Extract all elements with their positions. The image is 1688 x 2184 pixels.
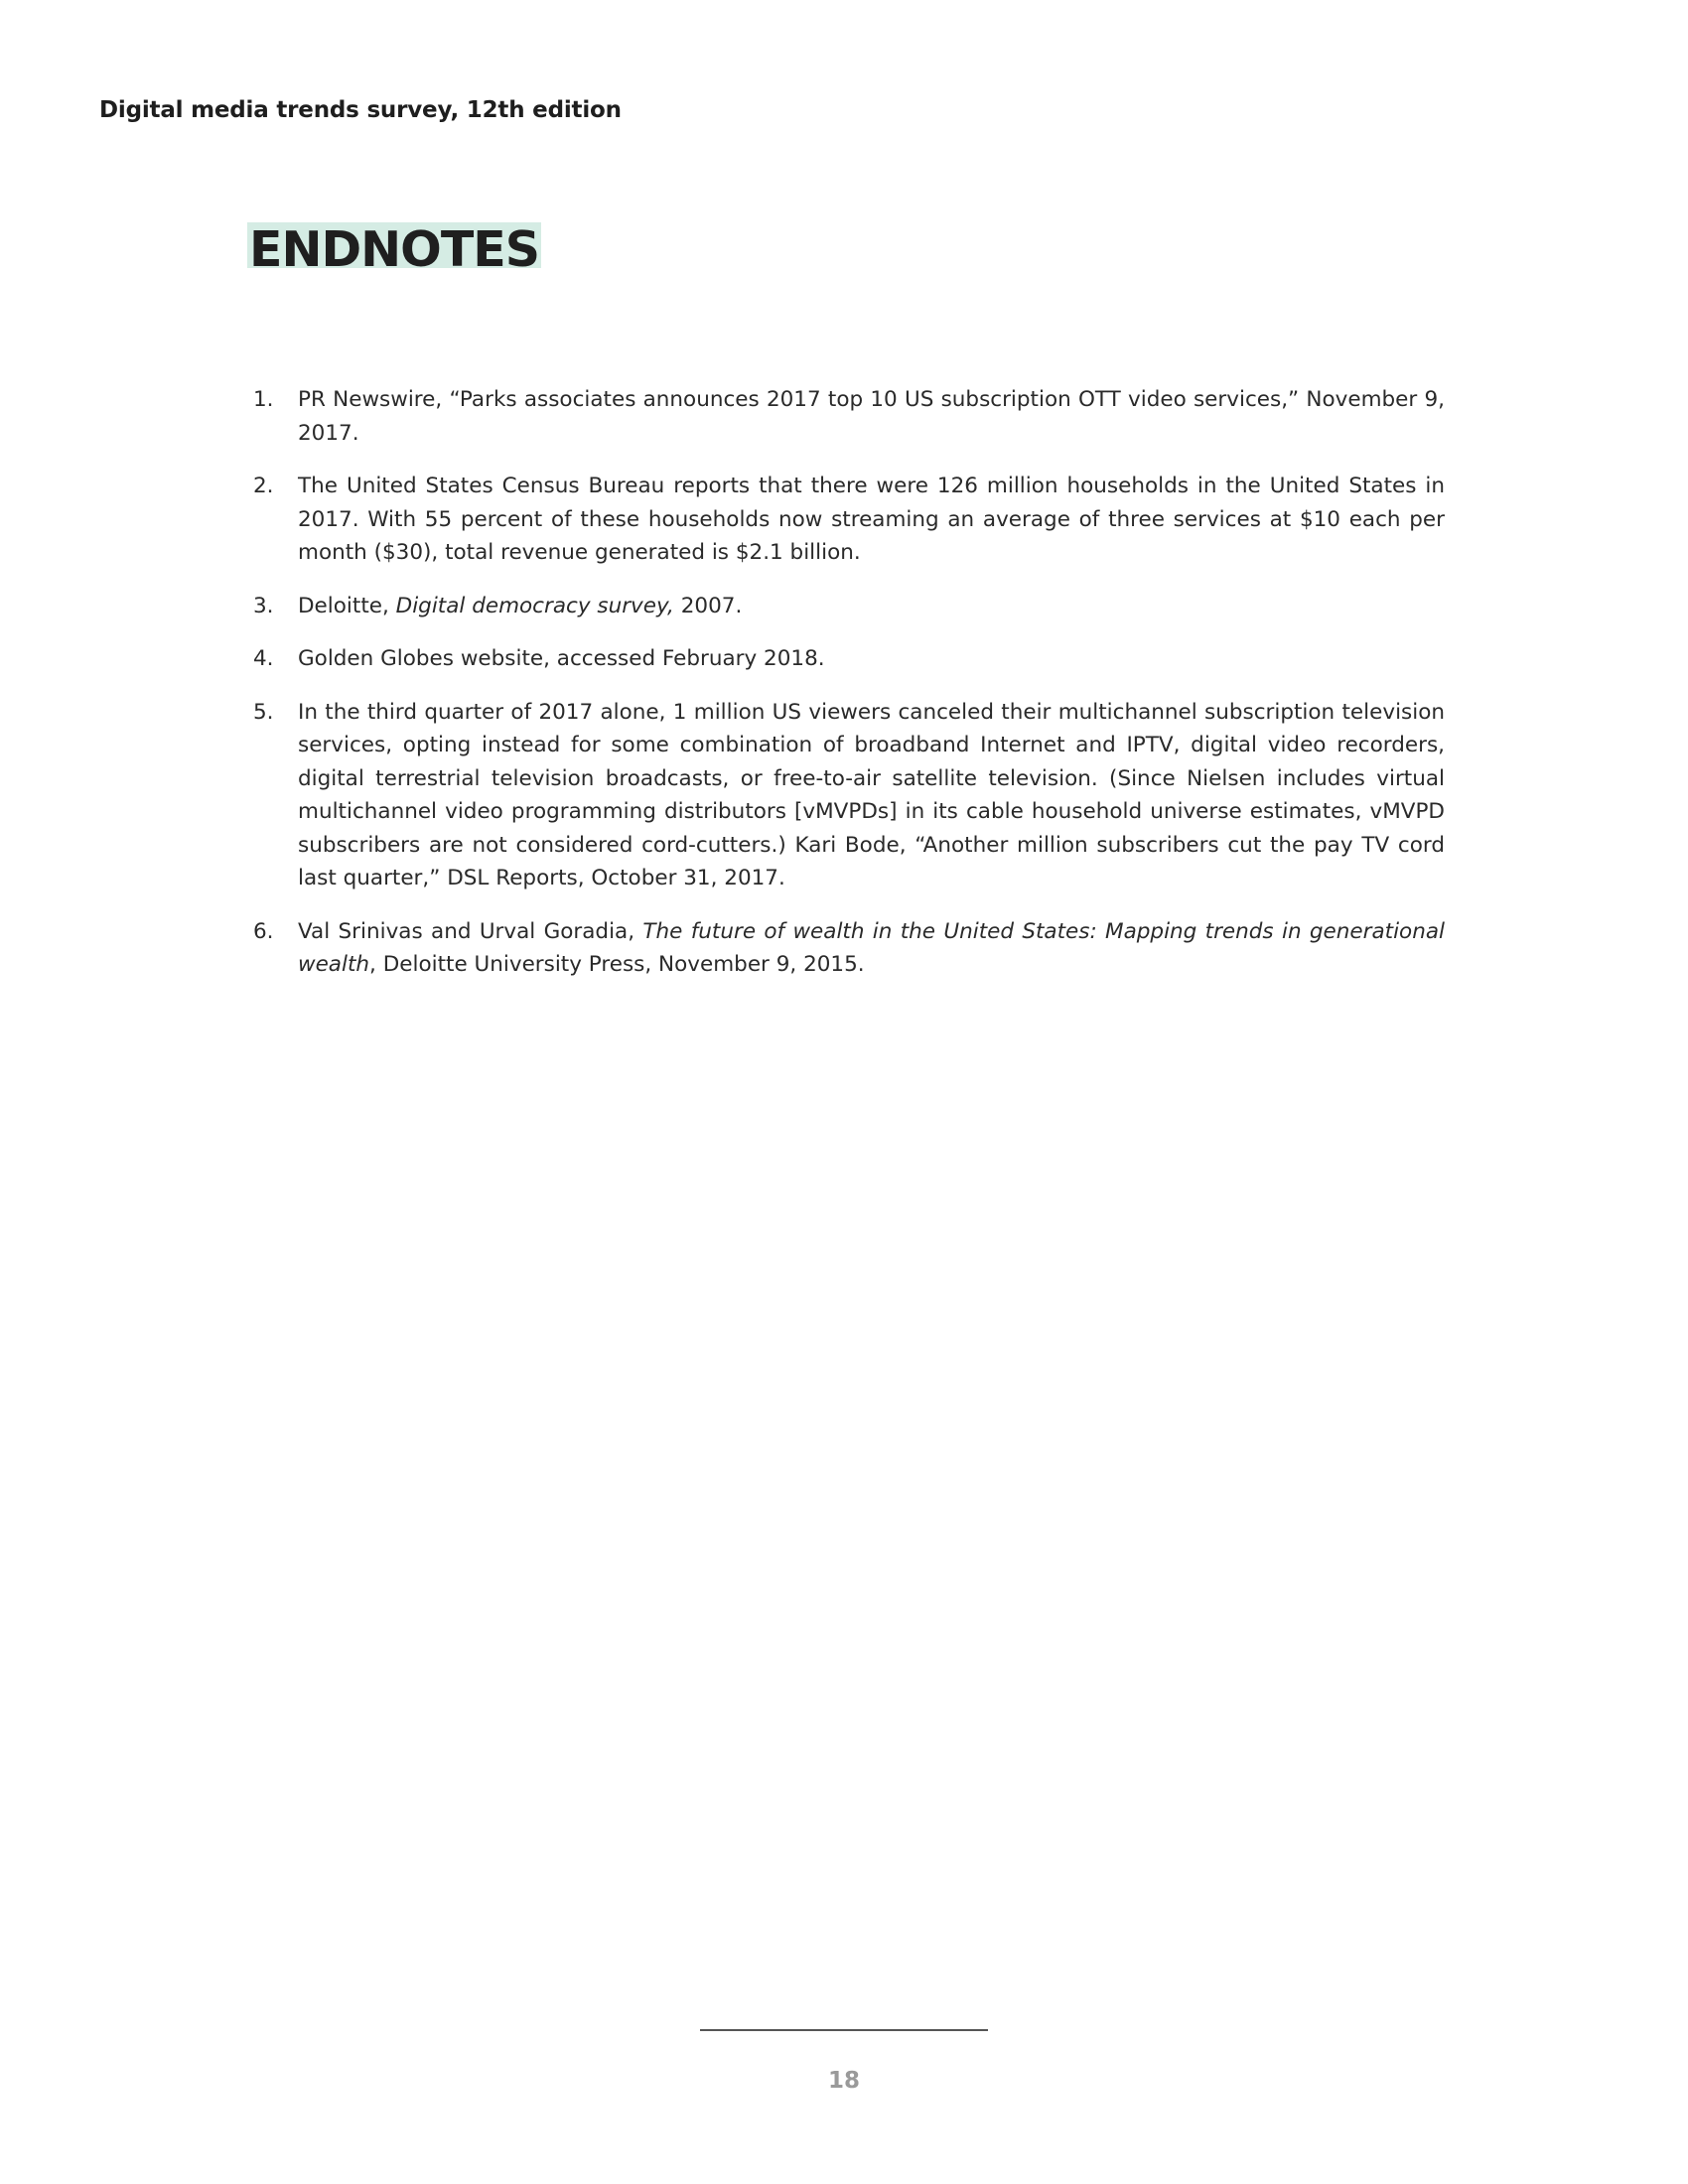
endnote-text (298, 474, 1445, 565)
footer-divider (700, 2029, 988, 2031)
endnote-text (298, 919, 1445, 978)
endnote-text (298, 646, 825, 671)
endnote-italic-title: The future of wealth in the United States: Mapping trends in generational wealth (298, 918, 1445, 977)
endnote-italic-title: Digital democracy survey, (395, 593, 674, 618)
endnote-text-part: 2007. (673, 593, 743, 618)
endnote-number: 3. (253, 593, 274, 618)
running-header: Digital media trends survey, 12th edition (99, 97, 622, 123)
endnote-item (253, 470, 1445, 570)
section-title: ENDNOTES (249, 221, 540, 278)
endnote-text-part: , Deloitte University Press, November 9, 2015. (369, 952, 865, 977)
endnote-item (253, 915, 1445, 982)
endnote-number: 6. (253, 918, 274, 944)
endnote-item (253, 696, 1445, 895)
endnote-number: 5. (253, 699, 274, 725)
endnote-item (253, 642, 1445, 676)
endnote-text-part: In the third quarter of 2017 alone, 1 million US viewers canceled their multichannel subscription television services, opting instead for some combination of broadband Internet and IPTV, digital video recorders, digital terrestrial television broadcasts, or free-to-air satellite television. (Since Nielsen includes virtual multichannel video programming distributors [vMVPDs] in its cable household universe estimates, vMVPD subscribers are not considered cord-cutters.) Kari Bode, “Another million subscribers cut the pay TV cord last quarter,” DSL Reports, October 31, 2017. (298, 699, 1445, 890)
endnote-text (298, 387, 1445, 446)
endnote-text (298, 594, 742, 618)
endnote-text-part: Deloitte, (298, 593, 396, 618)
endnote-text-part: The United States Census Bureau reports that there were 126 million households in the United States in 2017. With 55 percent of these households now streaming an average of three services at $10 each per month ($30), total revenue generated is $2.1 billion. (298, 474, 1445, 565)
endnote-item (253, 383, 1445, 450)
endnotes-list (253, 383, 1445, 1002)
endnote-text-part: Val Srinivas and Urval Goradia, (298, 918, 643, 944)
endnote-number: 2. (253, 474, 274, 498)
page-number: 18 (827, 2068, 860, 2094)
endnote-text-part: PR Newswire, “Parks associates announces 2017 top 10 US subscription OTT video services,” November 9, 2017. (298, 387, 1445, 446)
endnote-text (298, 700, 1445, 891)
endnote-item (253, 590, 1445, 623)
endnote-number: 1. (253, 387, 274, 412)
endnote-text-part: Golden Globes website, accessed February 2018. (298, 646, 825, 671)
endnote-number: 4. (253, 646, 274, 671)
